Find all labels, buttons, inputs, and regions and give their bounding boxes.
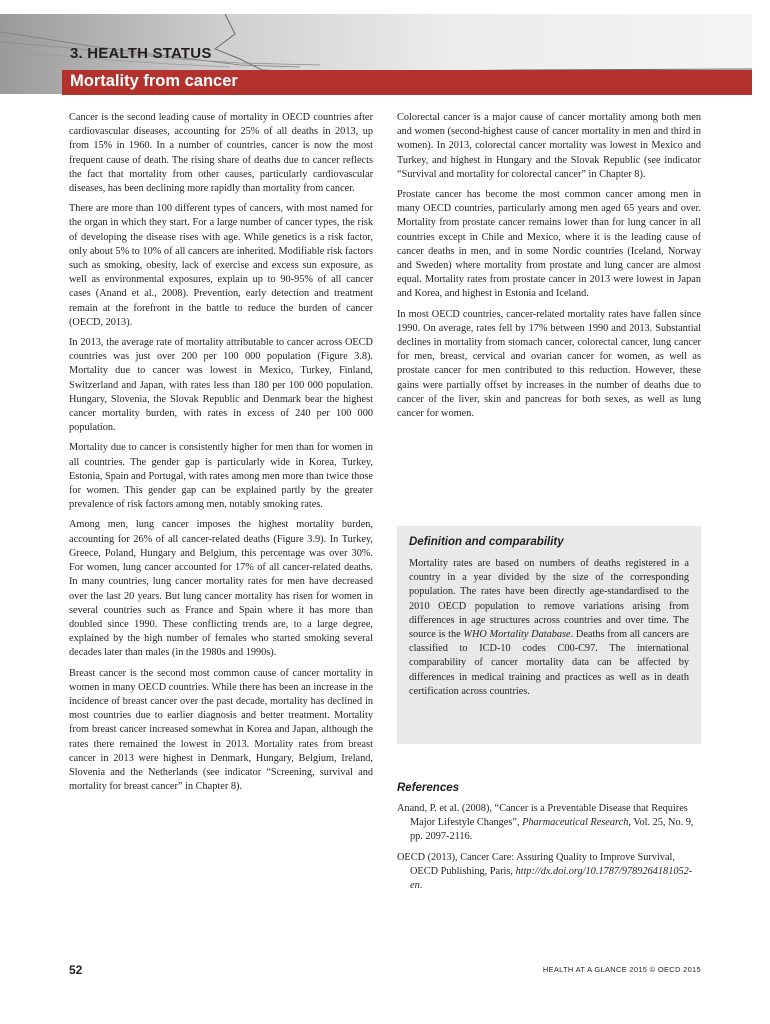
paragraph: Mortality due to cancer is consistently higher for men than for women in all countries. The gender gap is particularly wide in Korea, Turkey, Estonia, Spain and Portugal, with rates among men more than twice those for women. This gender gap can be explained partly by the greater prevalence of risk factors among men, notably smoking rates.	[69, 442, 373, 511]
section-label: 3. HEALTH STATUS	[70, 45, 212, 62]
definition-text-part: . Deaths from all cancers are classified to ICD-10 codes C00-C97. The international comparability of cancer mortality data can be affected by differences in medical training and practices as well as in death certification across countries.	[409, 629, 689, 697]
reference-journal: Pharmaceutical Research	[522, 817, 629, 829]
paragraph: Among men, lung cancer imposes the highest mortality burden, accounting for 26% of all cancer-related deaths (Figure 3.9). In Turkey, Greece, Poland, Hungary and Belgium, this percentage was over 30%. For women, lung cancer accounted for 17% of all cancer-related deaths. In many countries, lung cancer mortality rates for men have decreased over the last 20 years. But lung cancer mortality has risen for women in several countries such as France and Spain where it has more than doubled since 1990. These conflicting trends are, to a large degree, explained by the high number of females who started smoking several decades later than males (in the 1980s and 1990s).	[69, 519, 373, 659]
left-column	[69, 111, 373, 800]
references-section	[397, 782, 701, 899]
reference-tail: , Vol. 25, No. 9, pp. 2097-2116.	[410, 817, 694, 843]
paragraph: Colorectal cancer is a major cause of cancer mortality among both men and women (second-highest cause of cancer mortality in men and third in women). In 2013, colorectal cancer mortality was lowest in Mexico and Turkey, and highest in Hungary and the Slovak Republic (see indicator “Survival and mortality for colorectal cancer” in Chapter 8).	[397, 112, 701, 180]
reference-text: OECD (2013), Cancer Care: Assuring Quality to Improve Survival, OECD Publishing, Paris,	[397, 851, 675, 877]
definition-text	[409, 557, 689, 699]
reference-item	[397, 851, 701, 894]
right-column	[397, 111, 701, 427]
references-heading: References	[397, 782, 460, 794]
paragraph: There are more than 100 different types of cancers, with most named for the organ in which they start. For a large number of cancer types, the risk of developing the disease rises with age. While genetics is a risk factor, only about 5% to 10% of all cancers are inherited. Modifiable risk factors such as smoking, obesity, lack of exercise and excess sun exposure, as well as environmental exposures, explain up to 90-95% of all cancer cases (Anand et al., 2008). Prevention, early detection and treatment remain at the forefront in the battle to reduce the burden of cancer (OECD, 2013).	[69, 203, 373, 328]
reference-text: Anand, P. et al. (2008), “Cancer is a Preventable Disease that Requires Major Lifestyle Changes”,	[397, 803, 688, 829]
reference-tail: .	[419, 880, 423, 892]
page-number: 52	[69, 963, 83, 977]
paragraph: In most OECD countries, cancer-related mortality rates have fallen since 1990. On average, rates fell by 17% between 1990 and 2013. Substantial declines in mortality from stomach cancer, colorectal cancer, lung cancer for men, breast, cervical and ovarian cancer for women, as well as prostate cancer for men contributed to this reduction. However, these gains were partially offset by increases in the number of deaths due to cancer of the liver, skin and pancreas for both sexes, as well as lung cancer for women.	[397, 308, 701, 420]
definition-text-part: Mortality rates are based on numbers of deaths registered in a country in a year divided by the size of the corresponding population. The rates have been directly age-standardised to the 2010 OECD population to remove variations arising from differences in age structures across countries and over time. The source is the	[409, 558, 689, 641]
footer-publication: HEALTH AT A GLANCE 2015 © OECD 2015	[542, 965, 701, 974]
definition-source: WHO Mortality Database	[463, 629, 571, 641]
paragraph: Cancer is the second leading cause of mortality in OECD countries after cardiovascular diseases, accounting for 25% of all deaths in 2013, up from 15% in 1960. In a number of countries, cancer is now the most frequent cause of death. The rising share of deaths due to cancer reflects the fact that mortality from other causes, particularly cardiovascular diseases, has been declining more rapidly than mortality from cancer.	[69, 112, 373, 195]
paragraph: Breast cancer is the second most common cause of cancer mortality in women in many OECD countries. While there has been an increase in the incidence of breast cancer over the past decade, mortality has declined in most countries due to earlier diagnosis and better treatment. Mortality from breast cancer increased somewhat in Korea and Japan, although the rates there remained the lowest in 2013. Mortality rates from breast cancer in 2013 were highest in Denmark, Hungary, Belgium, Ireland, Slovenia and the Netherlands (see indicator “Screening, survival and mortality for breast cancer” in Chapter 8).	[69, 667, 373, 793]
definition-box	[397, 526, 701, 744]
definition-heading: Definition and comparability	[409, 536, 564, 548]
page-title: Mortality from cancer	[70, 72, 238, 90]
reference-item	[397, 802, 701, 845]
paragraph: In 2013, the average rate of mortality attributable to cancer across OECD countries was just over 200 per 100 000 population (Figure 3.8). Mortality due to cancer was lowest in Mexico, Turkey, Finland, Switzerland and Japan, with rates less than 180 per 100 000 population. Hungary, Slovenia, the Slovak Republic and Denmark bear the highest cancer mortality burden, with rates in excess of 240 per 100 000 population.	[69, 337, 373, 434]
paragraph: Prostate cancer has become the most common cancer among men in many OECD countries, particularly among men aged 65 years and over. Mortality from prostate cancer remains lower than for lung cancer in all countries except in Chile and Mexico, where it is the leading cause of cancer deaths in men, and in some Nordic countries (Iceland, Norway and Sweden) where mortality from prostate and lung cancer are almost equal. Mortality rates from prostate cancer in 2013 were lowest in Japan and Korea, and highest in Estonia and Iceland.	[397, 189, 701, 300]
reference-link[interactable]: http://dx.doi.org/10.1787/9789264181052-en	[410, 865, 693, 892]
